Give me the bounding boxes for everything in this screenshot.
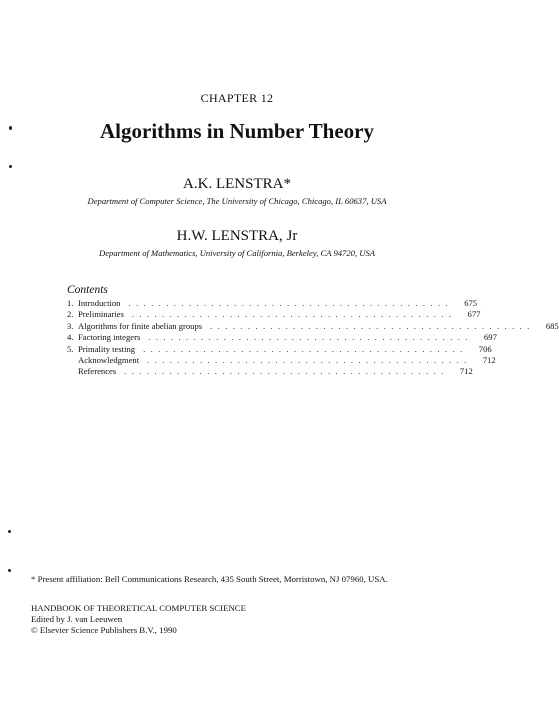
margin-speck: [8, 530, 11, 533]
toc-leader-dots: ...........................................: [124, 366, 449, 377]
book-title: HANDBOOK OF THEORETICAL COMPUTER SCIENCE: [31, 603, 247, 613]
toc-entry-title: References: [78, 366, 117, 377]
toc-leader-dots: ...........................................: [131, 309, 457, 320]
publication-info: [31, 603, 246, 635]
toc-entry-number: 2.: [67, 309, 74, 320]
toc-entry: [67, 354, 496, 366]
toc-entry-page: 712: [459, 366, 473, 377]
author-affiliation: Department of Mathematics, University of California, Berkeley, CA 94720, USA: [99, 248, 375, 258]
author-affiliation: Department of Computer Science, The University of Chicago, Chicago, IL 60637, USA: [87, 196, 387, 206]
toc-entry-title: Introduction: [78, 298, 121, 308]
toc-entry-page: 712: [482, 354, 496, 365]
toc-entry-page: 697: [484, 332, 497, 343]
toc-leader-dots: ...........................................: [148, 332, 473, 343]
toc-entry-page: 706: [478, 343, 492, 354]
toc-entry: [67, 332, 497, 343]
toc-leader-dots: ...........................................: [147, 354, 472, 365]
contents-heading: Contents: [67, 284, 108, 296]
toc-entry-number: 3.: [67, 320, 74, 331]
toc-entry-title: Acknowledgment: [78, 354, 140, 365]
toc-entry-title: Algorithms for finite abelian groups: [78, 320, 203, 331]
toc-entry: [67, 309, 481, 320]
toc-entry-number: 1.: [67, 298, 74, 308]
toc-entry: [67, 320, 559, 332]
toc-leader-dots: ...........................................: [143, 343, 468, 354]
toc-leader-dots: ...........................................: [210, 320, 535, 331]
editor-line: Edited by J. van Leeuwen: [31, 613, 123, 624]
toc-entry: [67, 343, 492, 355]
toc-entry-title: Primality testing: [78, 343, 136, 354]
footnote: * Present affiliation: Bell Communications Research, 435 South Street, Morristown, NJ 07960, USA.: [31, 574, 388, 584]
toc-entry: [67, 366, 473, 377]
table-of-contents: [67, 298, 559, 378]
toc-entry-page: 677: [467, 309, 481, 320]
toc-entry-title: Preliminaries: [78, 309, 124, 320]
toc-entry-page: 675: [464, 298, 478, 308]
toc-entry-number: 5.: [67, 343, 74, 354]
toc-entry-number: 4.: [67, 332, 74, 343]
margin-speck: [8, 569, 11, 572]
toc-entry-title: Factoring integers: [78, 332, 141, 343]
margin-speck: [9, 165, 12, 168]
author-name: H.W. LENSTRA, Jr: [176, 228, 298, 244]
chapter-label: CHAPTER 12: [200, 91, 274, 105]
chapter-title: Algorithms in Number Theory: [100, 119, 374, 143]
toc-entry: [67, 298, 478, 309]
toc-entry-page: 685: [545, 320, 559, 331]
toc-leader-dots: ...........................................: [128, 298, 454, 308]
copyright-line: © Elsevier Science Publishers B.V., 1990: [31, 624, 177, 635]
author-name: A.K. LENSTRA*: [183, 176, 291, 192]
